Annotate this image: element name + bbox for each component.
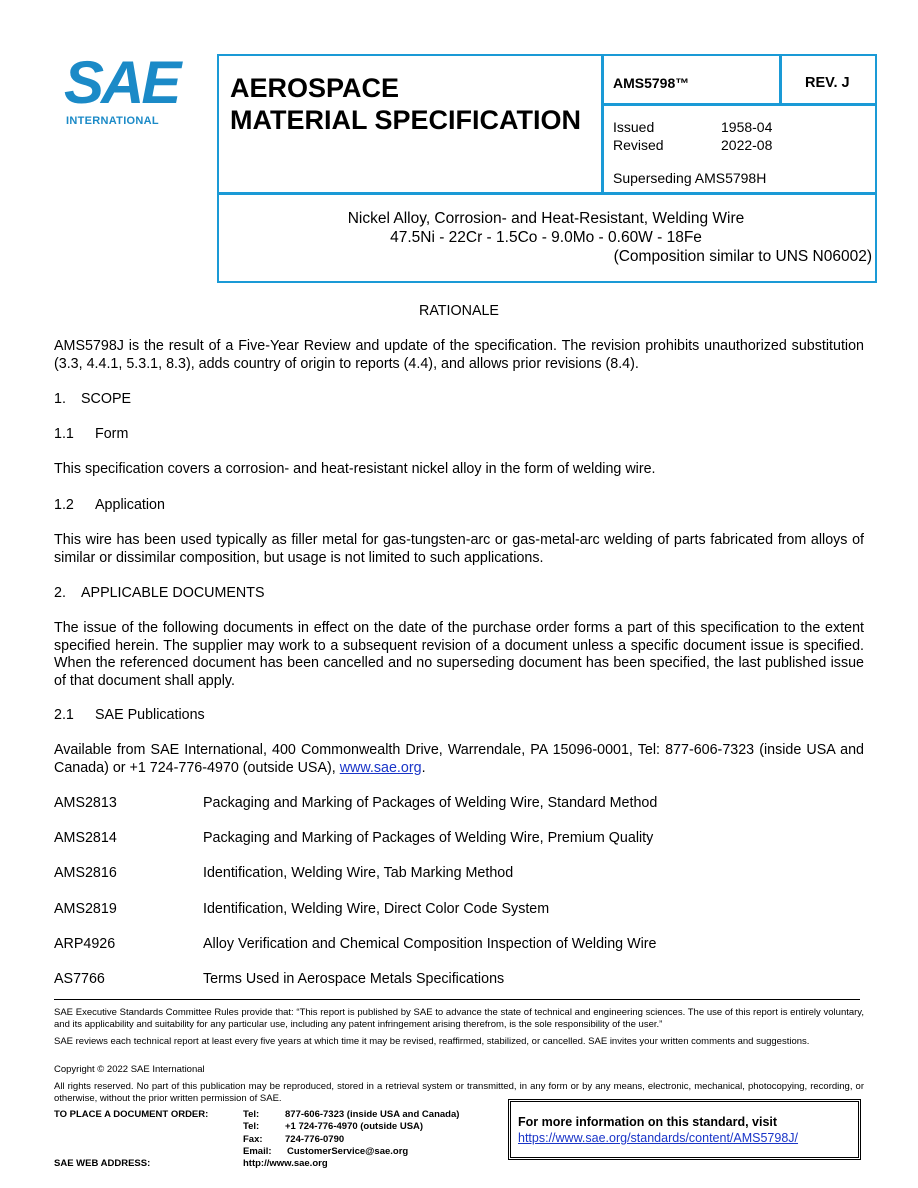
info-box [508, 1099, 861, 1160]
contact-value: 724-776-0790 [285, 1134, 345, 1145]
date-values: 1958-04 2022-08 [721, 119, 773, 153]
footer-review: SAE reviews each technical report at least every five years at which time it may be revised, reaffirmed, stabilized, or cancelled. SAE invites your written comments and suggestions. [54, 1036, 810, 1047]
publication-title: Identification, Welding Wire, Tab Marking Method [203, 865, 514, 881]
footer-divider [54, 999, 860, 1000]
rationale-text: AMS5798J is the result of a Five-Year Review and update of the specification. The revision prohibits unauthorized substitution (3.3, 4.4.1, 5.3.1, 8.3), adds country of origin to reports (4.4), and allows prior revisions (8.4). [54, 338, 864, 372]
web-address[interactable]: http://www.sae.org [243, 1158, 328, 1169]
subject: Nickel Alloy, Corrosion- and Heat-Resistant, Welding Wire 47.5Ni - 22Cr - 1.5Co - 9.0Mo - 0.60W - 18Fe (Composition similar to UNS N06002) [347, 210, 872, 265]
paragraph: This wire has been used typically as filler metal for gas-tungsten-arc or gas-metal-arc welding of parts fabricated from alloys of similar or dissimilar composition, but usage is not limited to such applications. [54, 532, 864, 566]
publication-code: AMS2814 [54, 830, 117, 846]
section-heading: 1. SCOPE [54, 391, 132, 407]
header-divider [217, 192, 877, 195]
footer-copyright: Copyright © 2022 SAE International [54, 1064, 205, 1075]
contact-key: Fax: [243, 1134, 263, 1145]
info-title: For more information on this standard, visit [518, 1115, 778, 1129]
section-heading: 1.2 Application [54, 497, 165, 513]
publication-code: AMS2819 [54, 901, 117, 917]
publication-title: Alloy Verification and Chemical Composition Inspection of Welding Wire [203, 936, 657, 952]
publication-title: Terms Used in Aerospace Metals Specifications [203, 971, 505, 987]
section-heading: 2.1 SAE Publications [54, 707, 205, 723]
header-divider [779, 54, 782, 104]
contact-key: Tel: [243, 1121, 260, 1132]
spec-number: AMS5798™ [613, 75, 690, 91]
header-divider [601, 103, 877, 106]
sae-website-link[interactable]: www.sae.org [339, 759, 422, 776]
date-labels: Issued Revised [613, 119, 664, 153]
paragraph: Available from SAE International, 400 Commonwealth Drive, Warrendale, PA 15096-0001, Tel: 877-606-7323 (inside USA and Canada) or +1 724-776-4970 (outside USA), www.sae.org. [54, 742, 864, 776]
revision-label: REV. J [805, 75, 850, 91]
document-title: AEROSPACE MATERIAL SPECIFICATION [230, 73, 581, 135]
email-link[interactable]: CustomerService@sae.org [287, 1146, 409, 1157]
header-divider [601, 54, 604, 193]
publication-title: Packaging and Marking of Packages of Welding Wire, Standard Method [203, 795, 658, 811]
footer-rights: All rights reserved. No part of this publication may be reproduced, stored in a retrieval system or transmitted, in any form or by any means, electronic, mechanical, photocopying, recording, or otherwise, without the prior written permission of SAE. [54, 1081, 864, 1104]
publication-code: AMS2816 [54, 865, 117, 881]
web-label: SAE WEB ADDRESS: [54, 1158, 151, 1169]
rationale-heading: RATIONALE [419, 303, 499, 319]
footer-rules: SAE Executive Standards Committee Rules provide that: “This report is published by SAE to advance the state of technical and engineering sciences. The use of this report is entirely voluntary, and its applicability and suitability for any particular use, including any patent infringement arising therefrom, is the sole responsibility of the user.” [54, 1007, 864, 1030]
contact-key: Email: [243, 1146, 272, 1157]
publication-code: ARP4926 [54, 936, 116, 952]
publication-code: AMS2813 [54, 795, 117, 811]
superseding-note: Superseding AMS5798H [613, 170, 767, 186]
section-heading: 1.1 Form [54, 426, 129, 442]
contact-value: +1 724-776-4970 (outside USA) [285, 1121, 424, 1132]
sae-logo-subtitle: INTERNATIONAL [66, 115, 159, 127]
order-label: TO PLACE A DOCUMENT ORDER: [54, 1109, 209, 1120]
standard-link[interactable]: https://www.sae.org/standards/content/AMS5798J/ [518, 1131, 799, 1145]
section-heading: 2. APPLICABLE DOCUMENTS [54, 585, 265, 601]
publication-title: Identification, Welding Wire, Direct Color Code System [203, 901, 550, 917]
contact-key: Tel: [243, 1109, 260, 1120]
contact-value: 877-606-7323 (inside USA and Canada) [285, 1109, 460, 1120]
publication-code: AS7766 [54, 971, 105, 987]
paragraph: The issue of the following documents in effect on the date of the purchase order forms a part of this specification to the extent specified herein. The supplier may work to a subsequent revision of a document unless a specific document issue is specified. When the referenced document has been cancelled and no superseding document has been specified, the last published issue of that document shall apply. [54, 620, 864, 689]
publication-title: Packaging and Marking of Packages of Welding Wire, Premium Quality [203, 830, 654, 846]
sae-logo: SAE [64, 49, 179, 116]
paragraph: This specification covers a corrosion- and heat-resistant nickel alloy in the form of welding wire. [54, 461, 656, 477]
